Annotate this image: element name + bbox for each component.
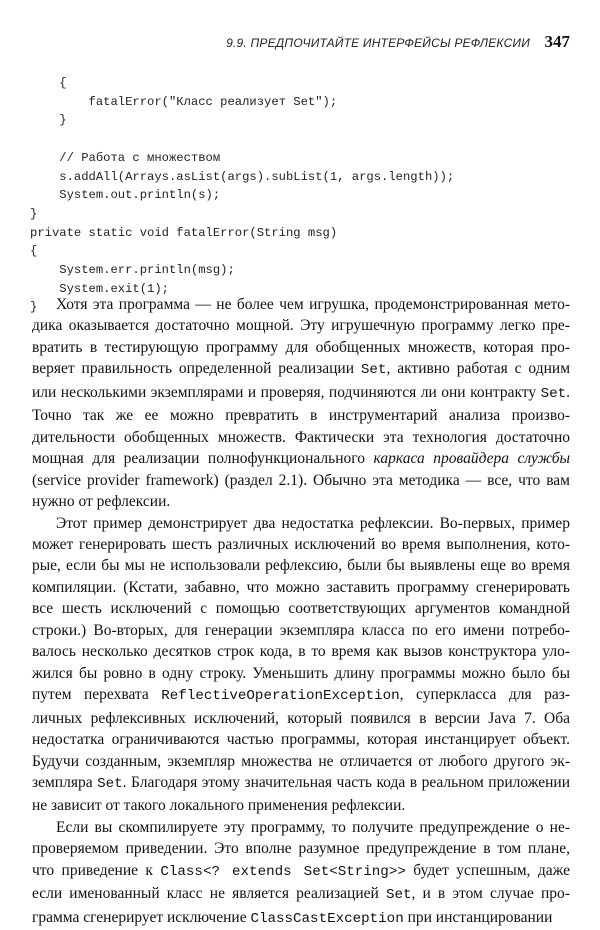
- inline-code: Set: [385, 887, 412, 904]
- inline-code: Set: [97, 775, 123, 792]
- code-line: fatalError("Класс реализует Set");: [30, 94, 338, 109]
- inline-code: ReflectiveOperationException: [161, 688, 400, 705]
- running-head: [0, 32, 600, 54]
- text-run: , и в этом случае программа сгенерирует исключение: [32, 885, 570, 926]
- text-run: , активно работая с одним или несколькими экземплярами и проверяя, подчиняются ли они контракту: [32, 360, 570, 401]
- code-line: System.exit(1);: [30, 281, 169, 296]
- code-line: System.out.println(s);: [30, 188, 221, 203]
- text-run: будет успешным, даже если именованный класс не является реализацией: [32, 861, 570, 903]
- code-line: System.err.println(msg);: [30, 263, 235, 278]
- inline-code: ClassCastException: [250, 910, 404, 927]
- code-line: // Работа с множеством: [30, 150, 221, 165]
- inline-code: Set: [360, 362, 387, 379]
- body-text: [32, 294, 570, 930]
- text-run: . Благодаря этому значительная часть кода в реальном приложении не зависит от такого локального применения рефлексии.: [32, 773, 570, 815]
- code-listing: [30, 74, 454, 317]
- code-line: s.addAll(Arrays.asList(args).subList(1, args.length));: [30, 169, 455, 184]
- text-run: Этот пример демонстрирует два недостатка рефлексии. Во-первых, пример может генерировать шесть различных исключений во время выполнения, которые, если бы мы не использовали рефлексию, были бы выявлены еще во время компиляции. (Кстати, забавно, что можно заставить программу сгенерировать все шесть исключений с помощью соответствующих аргументов командной строки.) Во-вторых, для генерации экземпляра класса по его имени потребовалось несколько десятков строк кода, в то время как вызов конструктора уложился бы ровно в одну строку. Уменьшить длину программы можно было бы путем перехвата: [32, 514, 570, 704]
- text-run: . Точно так же ее можно превратить в инструментарий анализа производительности обобщенных множеств. Фактически эта технология достаточно мощная для реализации полнофункционального: [32, 383, 570, 468]
- text-run: Если вы скомпилируете эту программу, то получите предупреждение о непроверяемом приведении. Это вполне разумное предупреждение в том плане, что приведение к: [32, 818, 570, 879]
- code-line: private static void fatalError(String msg): [30, 225, 338, 240]
- paragraph: [32, 513, 570, 817]
- page-number: 347: [544, 32, 570, 51]
- code-line: {: [30, 76, 67, 90]
- code-line: }: [30, 113, 67, 128]
- text-run: , суперкласса для различных рефлексивных исключений, который появился в версии Java 7. Оба недостатка ограничиваются частью программы, которая инстанцирует объект. Будучи созданным, экземпляр множества не отличается от любого другого экземпляра: [32, 686, 571, 791]
- code-line: {: [30, 244, 38, 259]
- inline-code: Class<? extends Set<String>>: [160, 863, 406, 880]
- inline-code: Set: [540, 385, 567, 402]
- emphasis-text: каркаса провайдера службы: [373, 450, 570, 468]
- text-run: Хотя эта программа — не более чем игрушка, продемонстрированная методика оказывается достаточно мощной. Эту игрушечную программу легко превратить в тестирующую программу для обобщенных множеств, которая проверяет правильность определенной реализации: [32, 296, 570, 378]
- code-line: }: [30, 206, 38, 221]
- paragraph: [32, 294, 570, 513]
- section-title: 9.9. ПРЕДПОЧИТАЙТЕ ИНТЕРФЕЙСЫ РЕФЛЕКСИИ: [226, 36, 530, 50]
- code-line: }: [30, 300, 38, 315]
- paragraph: [32, 817, 570, 930]
- text-run: при инстанцировании: [403, 908, 553, 926]
- text-run: (service provider framework) (раздел 2.1). Обычно эта методика — все, что вам нужно от рефлексии.: [32, 471, 570, 511]
